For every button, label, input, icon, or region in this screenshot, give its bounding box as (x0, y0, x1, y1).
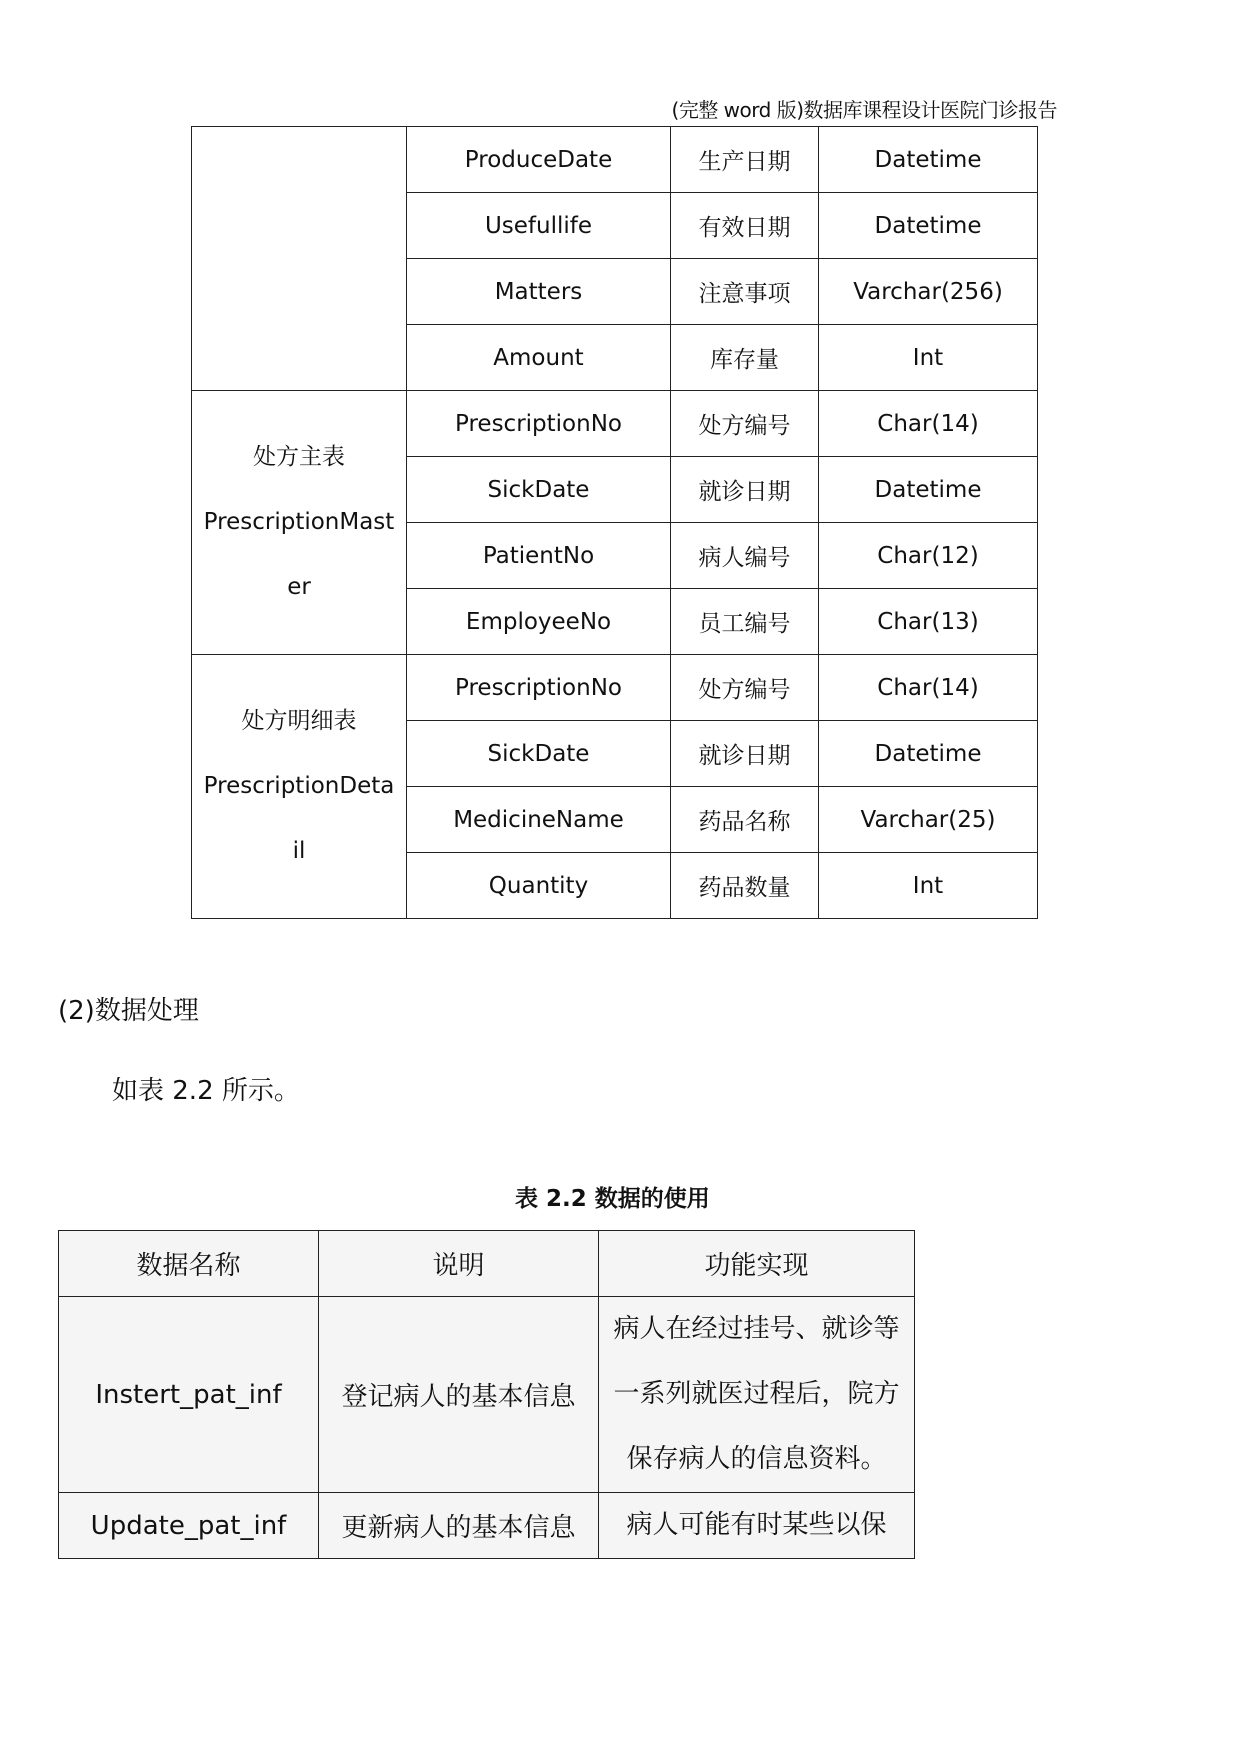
field-type-cell: Datetime (819, 127, 1038, 193)
data-impl-cell (599, 1493, 915, 1559)
field-desc-cell: 处方编号 (671, 655, 819, 721)
running-header: (完整 word 版)数据库课程设计医院门诊报告 (671, 98, 1057, 122)
field-name-cell: Amount (407, 325, 671, 391)
field-desc-cell: 注意事项 (671, 259, 819, 325)
table-row (192, 655, 1038, 721)
field-desc-cell: 有效日期 (671, 193, 819, 259)
field-type-cell: Char(13) (819, 589, 1038, 655)
group-name-line: er (287, 574, 311, 600)
impl-line: 保存病人的信息资料。 (626, 1444, 887, 1474)
group-name-cell (192, 391, 407, 655)
field-type-cell: Datetime (819, 457, 1038, 523)
field-type-cell: Char(12) (819, 523, 1038, 589)
group-name-line: PrescriptionMast (203, 509, 395, 535)
body-paragraph: 如表 2.2 所示。 (112, 1076, 300, 1106)
field-name-cell: Usefullife (407, 193, 671, 259)
table-row (192, 127, 1038, 193)
table-row (59, 1297, 915, 1493)
group-name-cell (192, 655, 407, 919)
field-name-cell: Matters (407, 259, 671, 325)
impl-line: 病人可能有时某些以保 (626, 1510, 887, 1540)
field-name-cell: PrescriptionNo (407, 655, 671, 721)
field-type-cell: Char(14) (819, 655, 1038, 721)
group-name-line: 处方主表 (253, 444, 345, 470)
table-row (192, 391, 1038, 457)
field-type-cell: Datetime (819, 193, 1038, 259)
field-desc-cell: 药品名称 (671, 787, 819, 853)
field-type-cell: Int (819, 853, 1038, 919)
field-desc-cell: 处方编号 (671, 391, 819, 457)
group-name-line: 处方明细表 (241, 708, 357, 734)
field-desc-cell: 就诊日期 (671, 721, 819, 787)
data-name-cell: Update_pat_inf (59, 1493, 319, 1559)
group-name-cell (192, 127, 407, 391)
group-name-line: PrescriptionDeta (203, 773, 395, 799)
field-name-cell: SickDate (407, 721, 671, 787)
table-row (59, 1493, 915, 1559)
data-desc-cell: 登记病人的基本信息 (319, 1297, 599, 1493)
data-desc-cell: 更新病人的基本信息 (319, 1493, 599, 1559)
data-name-cell: Instert_pat_inf (59, 1297, 319, 1493)
group-name-line: il (292, 838, 306, 864)
data-impl-cell (599, 1297, 915, 1493)
field-name-cell: EmployeeNo (407, 589, 671, 655)
field-name-cell: MedicineName (407, 787, 671, 853)
data-usage-table (58, 1230, 915, 1559)
field-type-cell: Varchar(25) (819, 787, 1038, 853)
field-desc-cell: 生产日期 (671, 127, 819, 193)
table-header-row (59, 1231, 915, 1297)
field-definition-table (191, 126, 1038, 919)
impl-line: 一系列就医过程后，院方 (613, 1379, 900, 1409)
field-type-cell: Int (819, 325, 1038, 391)
table-caption: 表 2.2 数据的使用 (515, 1186, 710, 1212)
column-header: 说明 (319, 1231, 599, 1297)
field-desc-cell: 员工编号 (671, 589, 819, 655)
column-header: 功能实现 (599, 1231, 915, 1297)
field-desc-cell: 病人编号 (671, 523, 819, 589)
field-desc-cell: 就诊日期 (671, 457, 819, 523)
field-desc-cell: 库存量 (671, 325, 819, 391)
field-name-cell: SickDate (407, 457, 671, 523)
field-name-cell: PatientNo (407, 523, 671, 589)
field-type-cell: Char(14) (819, 391, 1038, 457)
field-desc-cell: 药品数量 (671, 853, 819, 919)
field-name-cell: Quantity (407, 853, 671, 919)
field-type-cell: Datetime (819, 721, 1038, 787)
column-header: 数据名称 (59, 1231, 319, 1297)
impl-line: 病人在经过挂号、就诊等 (613, 1314, 900, 1344)
field-type-cell: Varchar(256) (819, 259, 1038, 325)
section-heading: (2)数据处理 (58, 996, 199, 1026)
field-name-cell: PrescriptionNo (407, 391, 671, 457)
field-name-cell: ProduceDate (407, 127, 671, 193)
